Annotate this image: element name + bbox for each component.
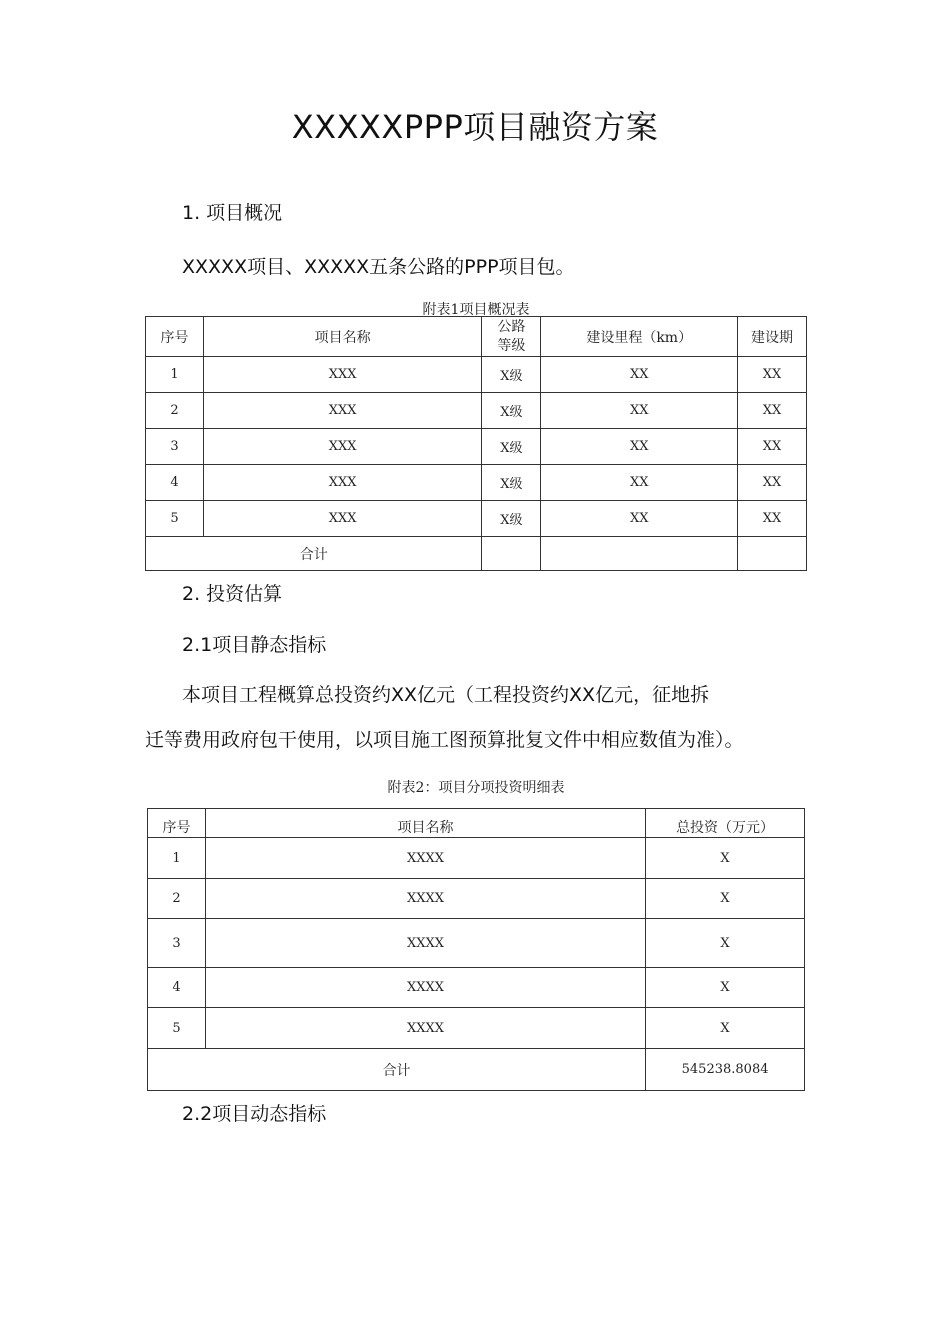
cell-investment: X: [646, 919, 805, 968]
cell-index: 1: [146, 357, 204, 393]
cell-index: 3: [146, 429, 204, 465]
cell-mileage: XX: [541, 393, 738, 429]
cell-project-name: XXX: [203, 465, 482, 501]
header-index: 序号: [146, 317, 204, 357]
cell-project-name: XXX: [203, 357, 482, 393]
table-total-row: [146, 537, 807, 571]
total-label: 合计: [146, 537, 482, 571]
header-road-grade-label: 公路等级: [497, 318, 526, 354]
project-overview-table: [145, 316, 807, 571]
cell-road-grade: X级: [482, 357, 541, 393]
table-2-caption: 附表2：项目分项投资明细表: [387, 780, 565, 796]
table-row: [146, 429, 807, 465]
table-total-row: [148, 1049, 805, 1091]
cell-project-name: XXXX: [205, 968, 645, 1008]
cell-investment: X: [646, 1008, 805, 1049]
table-row: [146, 393, 807, 429]
section-1-heading: 1. 项目概况: [182, 202, 283, 224]
cell-road-grade: X级: [482, 465, 541, 501]
total-road-grade: [482, 537, 541, 571]
cell-period: XX: [738, 465, 807, 501]
table-row: [148, 968, 805, 1008]
cell-period: XX: [738, 393, 807, 429]
table-row: [146, 357, 807, 393]
cell-road-grade: X级: [482, 429, 541, 465]
total-label: 合计: [148, 1049, 646, 1091]
total-investment-value: 545238.8084: [646, 1049, 805, 1091]
cell-investment: X: [646, 838, 805, 879]
header-construction-period: 建设期: [738, 317, 807, 357]
table-row: [148, 838, 805, 879]
section-2-2-heading: 2.2项目动态指标: [182, 1103, 327, 1125]
header-road-grade: [482, 317, 541, 357]
table-row: [146, 465, 807, 501]
cell-project-name: XXXX: [205, 919, 645, 968]
cell-index: 2: [148, 879, 206, 919]
section-1-text: XXXXX项目、XXXXX五条公路的PPP项目包。: [182, 256, 575, 278]
section-2-1-heading: 2.1项目静态指标: [182, 634, 327, 656]
table-header-row: [148, 809, 805, 838]
cell-project-name: XXXX: [205, 879, 645, 919]
table-row: [148, 879, 805, 919]
cell-index: 4: [146, 465, 204, 501]
investment-detail-table: [147, 808, 805, 1091]
cell-period: XX: [738, 501, 807, 537]
section-2-1-text-line-1: 本项目工程概算总投资约XX亿元（工程投资约XX亿元，征地拆: [182, 684, 710, 706]
cell-index: 5: [148, 1008, 206, 1049]
table-row: [148, 919, 805, 968]
table-header-row: [146, 317, 807, 357]
cell-project-name: XXX: [203, 501, 482, 537]
total-period: [738, 537, 807, 571]
cell-project-name: XXX: [203, 429, 482, 465]
cell-mileage: XX: [541, 357, 738, 393]
header-mileage: 建设里程（km）: [541, 317, 738, 357]
table-1-caption: 附表1项目概况表: [422, 302, 530, 318]
cell-mileage: XX: [541, 501, 738, 537]
cell-investment: X: [646, 968, 805, 1008]
table-row: [148, 1008, 805, 1049]
cell-mileage: XX: [541, 465, 738, 501]
cell-index: 4: [148, 968, 206, 1008]
cell-index: 2: [146, 393, 204, 429]
total-mileage: [541, 537, 738, 571]
header-project-name: 项目名称: [205, 809, 645, 838]
header-total-investment: 总投资（万元）: [646, 809, 805, 838]
cell-road-grade: X级: [482, 501, 541, 537]
document-title: XXXXXPPP项目融资方案: [291, 108, 659, 146]
cell-project-name: XXX: [203, 393, 482, 429]
cell-period: XX: [738, 357, 807, 393]
cell-index: 3: [148, 919, 206, 968]
cell-road-grade: X级: [482, 393, 541, 429]
table-row: [146, 501, 807, 537]
cell-project-name: XXXX: [205, 838, 645, 879]
cell-period: XX: [738, 429, 807, 465]
section-2-heading: 2. 投资估算: [182, 583, 283, 605]
cell-index: 1: [148, 838, 206, 879]
section-2-1-text-line-2: 迁等费用政府包干使用，以项目施工图预算批复文件中相应数值为准）。: [145, 729, 744, 751]
cell-mileage: XX: [541, 429, 738, 465]
cell-index: 5: [146, 501, 204, 537]
header-index: 序号: [148, 809, 206, 838]
cell-project-name: XXXX: [205, 1008, 645, 1049]
header-project-name: 项目名称: [203, 317, 482, 357]
cell-investment: X: [646, 879, 805, 919]
